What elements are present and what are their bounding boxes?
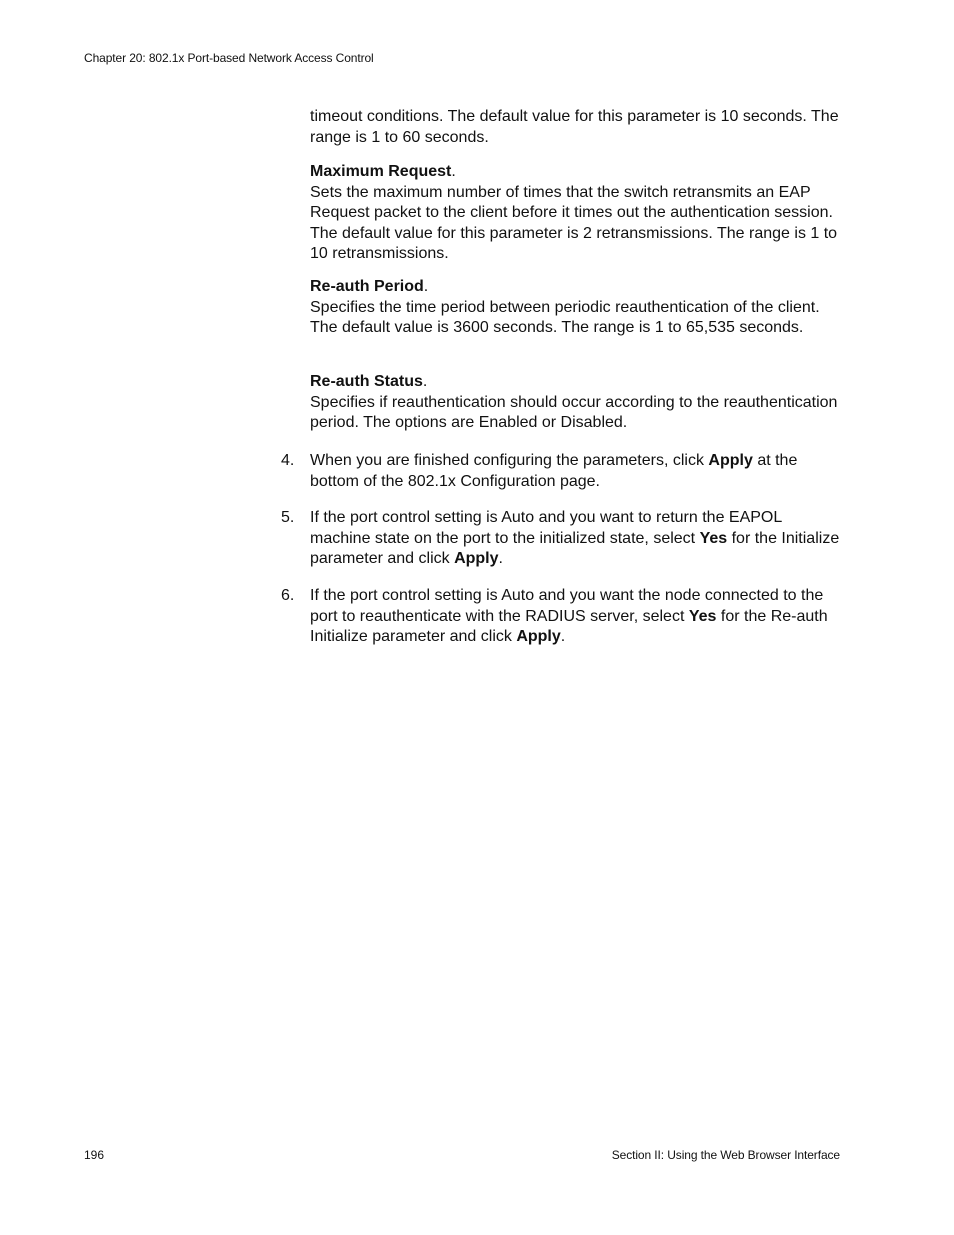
step-text: [310, 586, 842, 648]
step-emphasis: Apply: [708, 452, 753, 469]
step-emphasis: Yes: [688, 607, 717, 625]
step-text-part: for the Initialize parameter and click: [310, 529, 840, 567]
parameter-maximum-request: [310, 162, 842, 265]
parameter-description: Sets the maximum number of times that the switch retransmits an EAP Request packet to the client before it times out the authentication session. The default value for this parameter is 2 retransmissions. The range is 1 to 10 retransmissions.: [310, 183, 838, 262]
parameter-label: Maximum Request: [310, 163, 452, 180]
step-text-part: If the port control setting is Auto and you want the node connected to the port to reauthenticate with the RADIUS server, select: [310, 587, 824, 625]
step-text: [310, 451, 842, 492]
parameter-reauth-status: [310, 372, 842, 434]
step-5: [281, 508, 842, 570]
step-6: [281, 586, 842, 648]
parameter-description: Specifies the time period between periodic reauthentication of the client. The default value is 3600 seconds. The range is 1 to 65,535 seconds.: [310, 298, 820, 336]
step-number: 5.: [281, 509, 295, 526]
parameter-description: Specifies if reauthentication should occur according to the reauthentication period. The options are Enabled or Disabled.: [310, 393, 838, 431]
intro-text: timeout conditions. The default value for this parameter is 10 seconds. The range is 1 to 60 seconds.: [310, 108, 839, 146]
step-text-part: .: [560, 628, 566, 645]
step-text: [310, 508, 842, 570]
running-head: Chapter 20: 802.1x Port-based Network Access Control: [84, 51, 374, 65]
parameter-label-punct: .: [422, 373, 428, 390]
step-text-part: .: [498, 550, 503, 567]
step-text-part: at the bottom of the 802.1x Configuration page.: [310, 452, 798, 490]
step-text-part: If the port control setting is Auto and you want to return the EAPOL machine state on the port to the initialized state, select: [310, 509, 782, 547]
step-emphasis: Apply: [454, 550, 499, 567]
parameter-label: Re-auth Period: [310, 278, 424, 295]
step-4: [281, 451, 842, 492]
step-emphasis: Apply: [516, 628, 561, 645]
intro-paragraph: [310, 107, 842, 148]
parameter-label: Re-auth Status: [310, 373, 423, 390]
step-number: 6.: [281, 587, 295, 604]
step-text-part: When you are finished configuring the parameters, click: [310, 452, 709, 469]
parameter-label-punct: .: [423, 278, 429, 295]
step-text-part: for the Re-auth Initialize parameter and click: [310, 607, 828, 645]
parameter-label-punct: .: [451, 163, 456, 180]
footer-section-title: Section II: Using the Web Browser Interface: [611, 1148, 840, 1162]
step-number: 4.: [281, 452, 295, 469]
page-number: 196: [84, 1148, 105, 1162]
parameter-reauth-period: [310, 277, 842, 339]
step-emphasis: Yes: [699, 529, 728, 547]
